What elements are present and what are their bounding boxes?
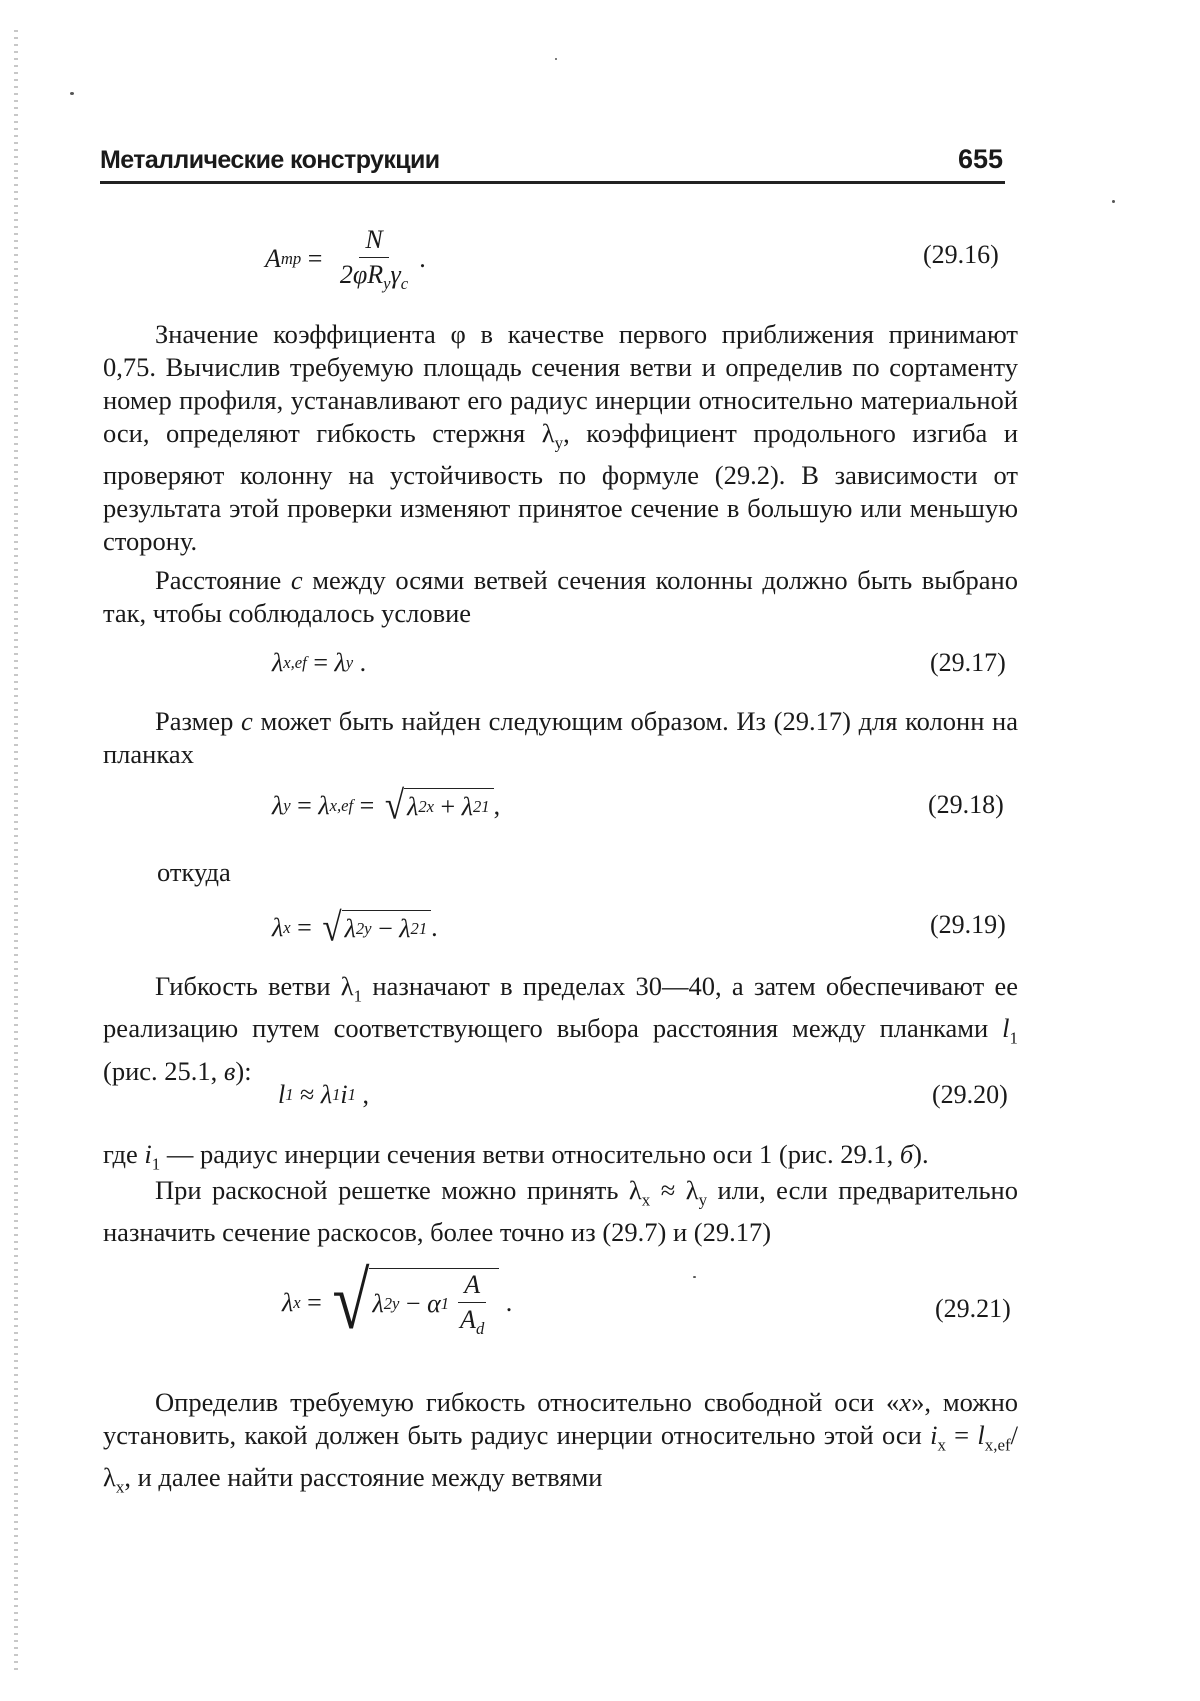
paragraph-text: /λ bbox=[103, 1420, 1019, 1493]
formula-subscript: y bbox=[383, 273, 391, 293]
formula-29-16: A тр = $\frac{N}{2\varphi R_y\gamma_c}$ . bbox=[265, 225, 426, 293]
paragraph-coefficient bbox=[103, 318, 1018, 558]
formula-subscript: c bbox=[400, 273, 409, 293]
formula-symbol: A bbox=[460, 1304, 476, 1334]
square-root: √ λ 2 y − λ 2 1 bbox=[322, 910, 431, 945]
formula-symbol: A bbox=[265, 244, 281, 274]
paragraph-subscript: x bbox=[115, 1477, 125, 1497]
paragraph-subscript: x bbox=[937, 1435, 946, 1455]
page-number: 655 bbox=[957, 144, 1003, 174]
formula-29-21: λ x = √ λ 2 y − α 1 $\frac{A}{A_d}$ . bbox=[282, 1256, 513, 1347]
paragraph-size-c bbox=[103, 705, 1018, 771]
formula-fraction bbox=[454, 1271, 490, 1338]
paragraph-italic: i bbox=[930, 1420, 938, 1450]
square-root: √ λ 2 x + λ 2 1 bbox=[385, 788, 494, 823]
fraction-numerator: A bbox=[458, 1271, 486, 1303]
paragraph-text: При раскосной решетке можно принять λ bbox=[155, 1175, 642, 1205]
paragraph-text: ): bbox=[235, 1055, 252, 1086]
formula-29-20: l 1 ≈ λ 1 i 1 , bbox=[278, 1080, 369, 1109]
paragraph-text: между осями ветвей сечения колонны должно быть выбрано так, чтобы соблюдалось условие bbox=[103, 565, 1018, 628]
formula-symbol: 2φR bbox=[339, 259, 384, 289]
paragraph-italic: i bbox=[144, 1139, 152, 1169]
paragraph-italic: x bbox=[899, 1387, 912, 1417]
paragraph-text: Определив требуемую гибкость относительно свободной оси « bbox=[155, 1387, 900, 1417]
paragraph-subscript: y bbox=[554, 433, 564, 453]
scan-speck bbox=[1112, 200, 1115, 203]
paragraph-text: , и далее найти расстояние между ветвями bbox=[124, 1462, 603, 1493]
paragraph-italic: l bbox=[977, 1420, 985, 1450]
running-title: Металлические конструкции bbox=[100, 146, 440, 174]
paragraph-text: Гибкость ветви λ bbox=[155, 971, 354, 1001]
paragraph-italic: б bbox=[899, 1139, 914, 1169]
paragraph-text: назначают в пределах 30—40, а затем обеспечивают ее реализацию путем соответствующего выбора расстояния между планками bbox=[103, 971, 1018, 1044]
paragraph-italic: l bbox=[1002, 1013, 1010, 1044]
paragraph-subscript: x bbox=[641, 1190, 651, 1210]
paragraph-text: (рис. 25.1, bbox=[103, 1055, 224, 1086]
scan-speck bbox=[693, 1276, 696, 1278]
scan-speck bbox=[70, 92, 74, 95]
paragraph-text: где bbox=[103, 1139, 145, 1169]
equation-number: (29.21) bbox=[935, 1294, 1011, 1323]
formula-subscript: тр bbox=[280, 249, 302, 269]
fraction-denominator bbox=[454, 1303, 490, 1338]
paragraph-text: ≈ λ bbox=[650, 1175, 699, 1205]
page-header bbox=[100, 143, 1005, 184]
equation-number: (29.19) bbox=[930, 910, 1006, 939]
paragraph-subscript: 1 bbox=[1009, 1028, 1018, 1048]
formula-symbol: γ bbox=[390, 259, 401, 289]
paragraph-text: , коэффициент продольного изгиба и проверяют колонну на устойчивость по формуле (29.2). В зависимости от результата этой проверки изменяют принятое сечение в большую или меньшую сторону. bbox=[103, 418, 1018, 557]
formula-29-17: λ x,ef = λ y . bbox=[272, 648, 367, 677]
fraction-denominator bbox=[334, 258, 414, 293]
paragraph-free-axis bbox=[103, 1386, 1018, 1504]
equation-number: (29.18) bbox=[928, 790, 1004, 819]
paragraph-branch-flexibility bbox=[103, 970, 1018, 1088]
paragraph-text: — радиус инерции сечения ветви относительно оси 1 (рис. 29.1, bbox=[160, 1139, 900, 1169]
formula-fraction bbox=[334, 226, 414, 293]
scan-edge-artifact bbox=[14, 30, 18, 1670]
formula-subscript: d bbox=[475, 1318, 485, 1338]
word-otkuda: откуда bbox=[157, 857, 231, 887]
paragraph-text: Значение коэффициента φ в качестве первого приближения принимают 0,75. Вычислив требуемую площадь сечения ветви и определив по сортаменту номер профиля, устанавливают его радиус инерции относительно материальной оси, определяют гибкость стержня λ bbox=[103, 319, 1018, 448]
paragraph-lattice bbox=[103, 1174, 1018, 1249]
paragraph-text: Размер bbox=[155, 706, 242, 736]
paragraph-text: », можно установить, какой должен быть радиус инерции относительно этой оси bbox=[103, 1387, 1018, 1450]
equation-number: (29.16) bbox=[923, 240, 999, 269]
paragraph-text: = bbox=[945, 1420, 978, 1450]
square-root: √ λ 2 y − α 1 $\frac{A}{A_d}$ bbox=[332, 1268, 499, 1338]
formula-29-18: λ y = λ x,ef = √ λ 2 x + λ 2 1 , bbox=[272, 783, 501, 828]
paragraph-text: ). bbox=[913, 1139, 929, 1169]
paragraph-subscript: 1 bbox=[151, 1154, 161, 1174]
paragraph-text: или, если предварительно назначить сечение раскосов, более точно из (29.7) и (29.17) bbox=[103, 1175, 1018, 1248]
paragraph-subscript: x,ef bbox=[984, 1435, 1011, 1455]
fraction-numerator: N bbox=[359, 226, 388, 258]
paragraph-text: Расстояние bbox=[155, 565, 291, 595]
paragraph-italic: в bbox=[223, 1055, 236, 1086]
paragraph-text: может быть найден следующим образом. Из (29.17) для колонн на планках bbox=[103, 706, 1018, 769]
equation-number: (29.20) bbox=[932, 1080, 1008, 1109]
paragraph-distance bbox=[103, 564, 1018, 630]
scan-speck bbox=[555, 58, 557, 60]
formula-29-19: λ x = √ λ 2 y − λ 2 1 . bbox=[272, 905, 438, 950]
paragraph-subscript: y bbox=[698, 1190, 708, 1210]
paragraph-italic: c bbox=[241, 706, 253, 736]
paragraph-subscript: 1 bbox=[353, 986, 363, 1006]
paragraph-italic: c bbox=[290, 565, 303, 595]
equation-number: (29.17) bbox=[930, 648, 1006, 677]
